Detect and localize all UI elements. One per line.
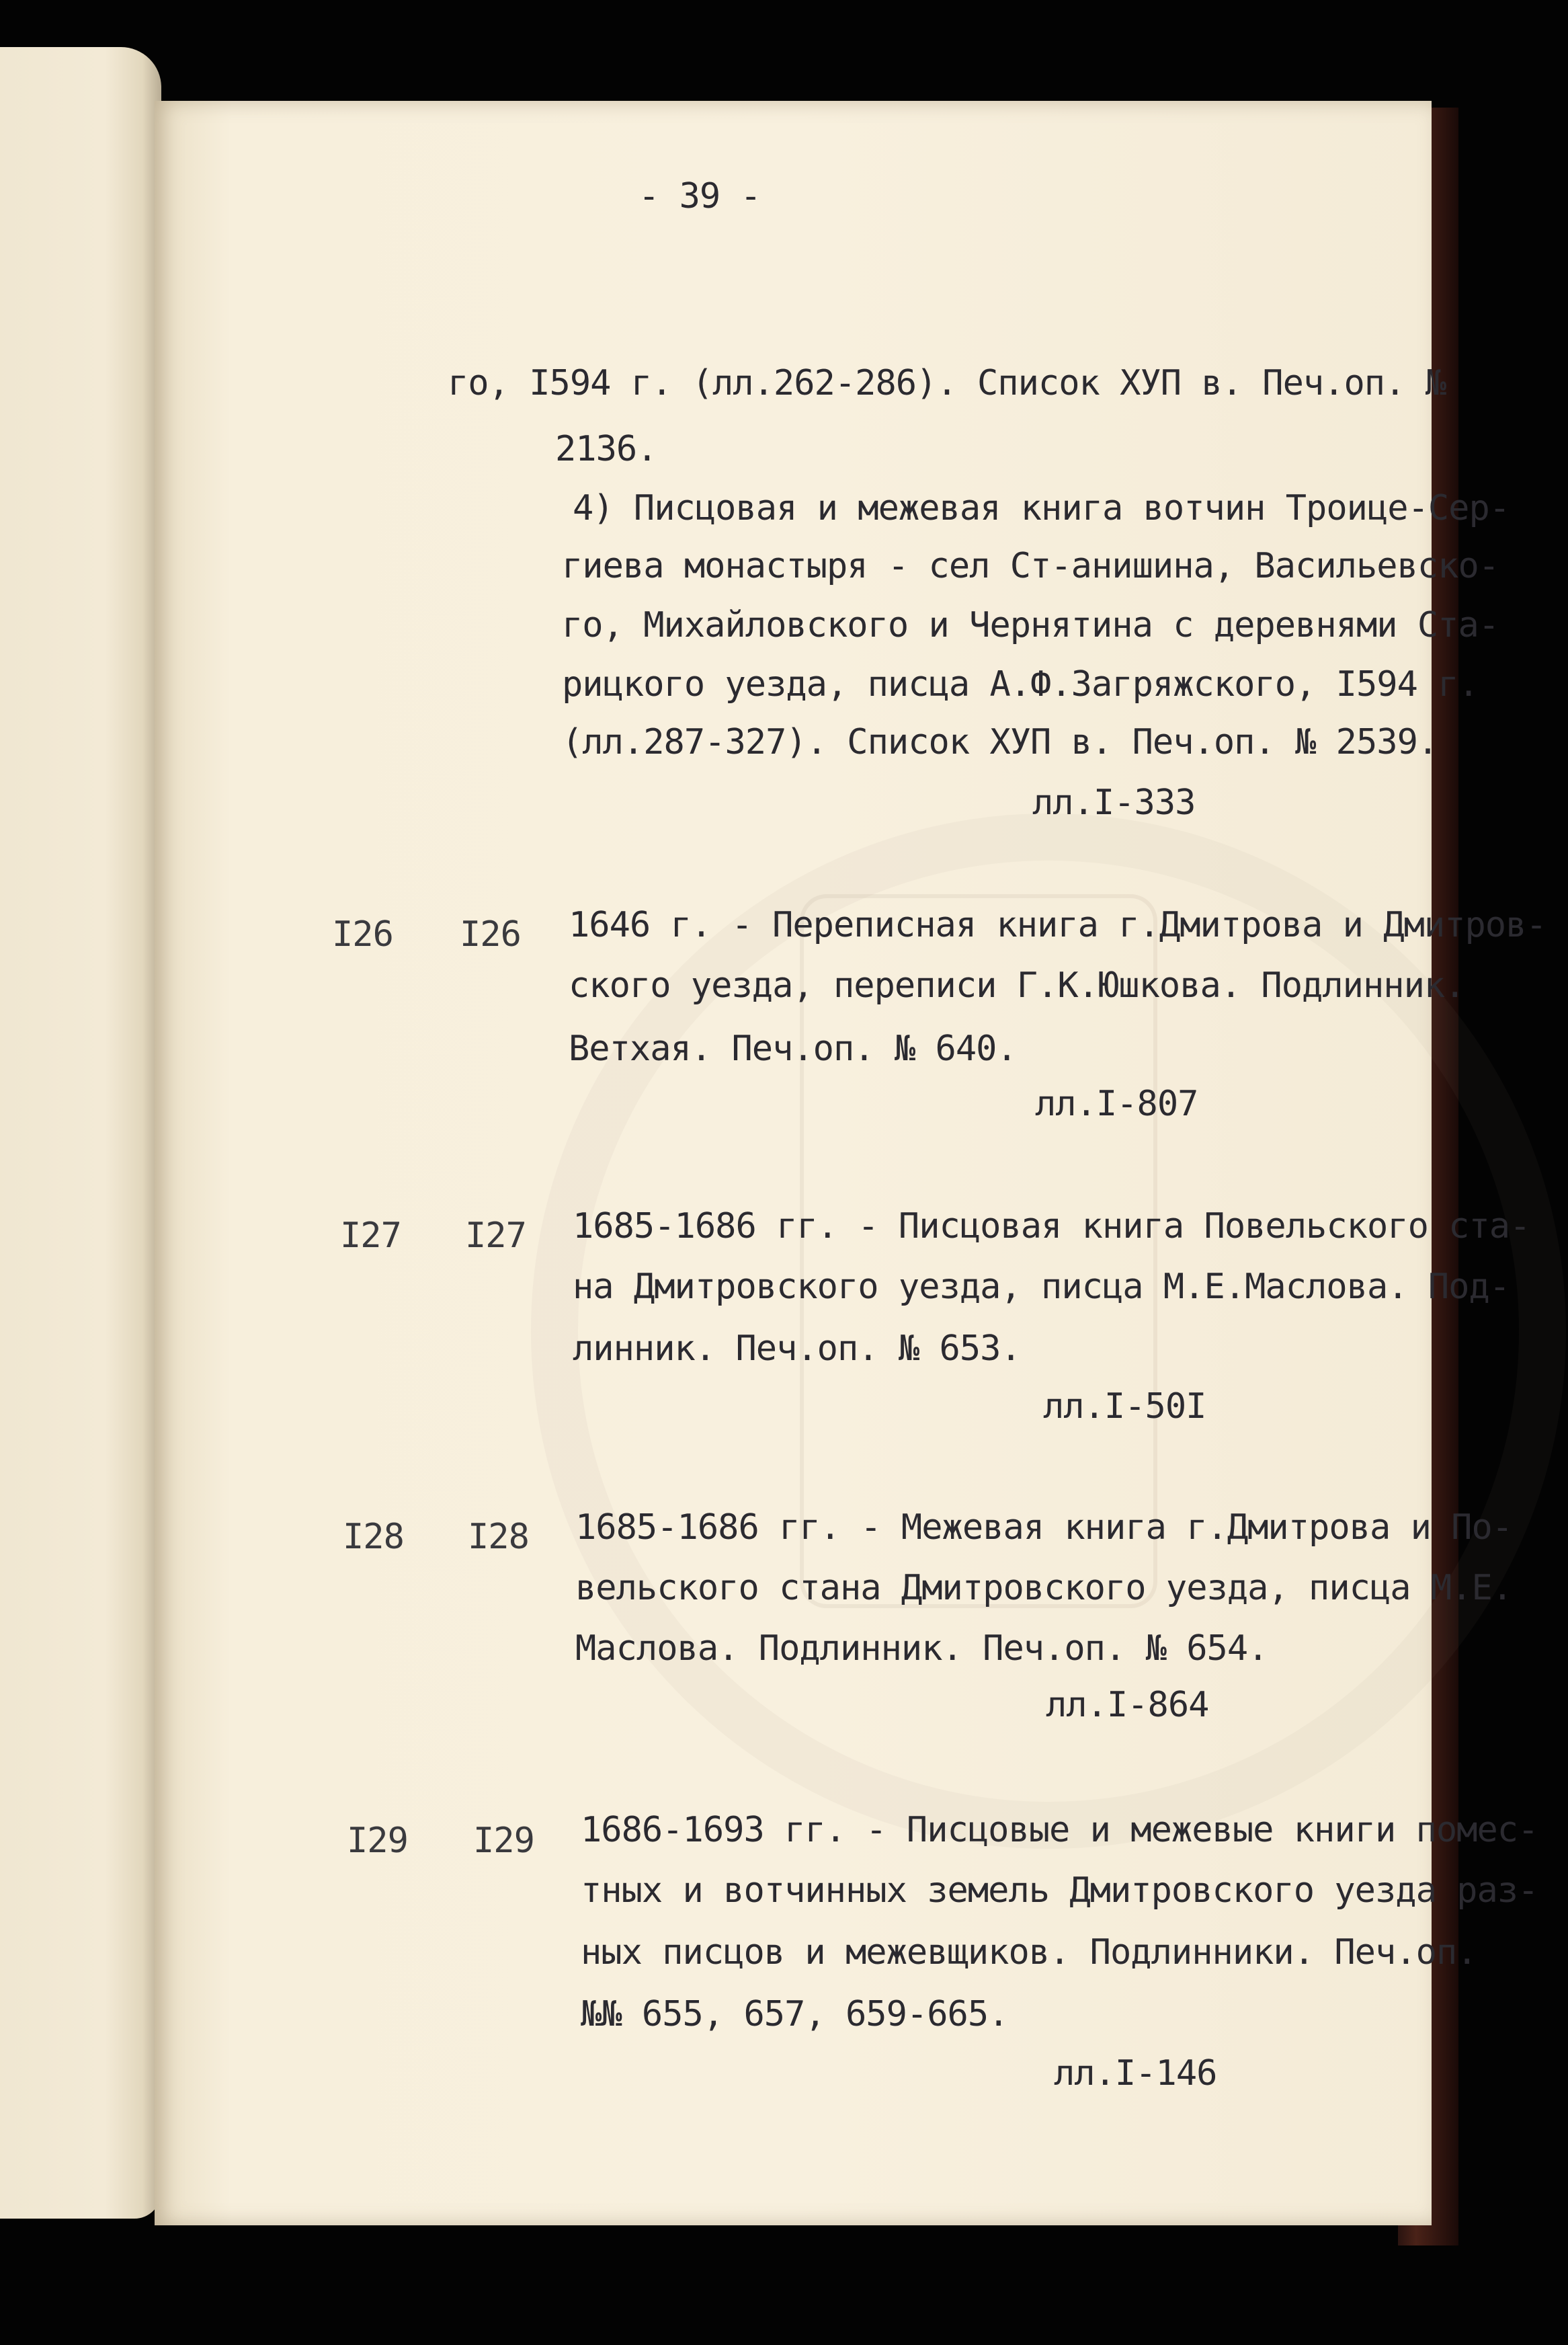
item-4-line: 4) Писцовая и межевая книга вотчин Троице-Сер-: [573, 488, 1510, 528]
item-4-line: рицкого уезда, писца А.Ф.Загряжского, I594 г.: [562, 664, 1479, 705]
item-4-line: (лл.287-327). Список ХУП в. Печ.оп. № 2539.: [562, 722, 1438, 762]
entry-number-a: I29: [347, 1821, 408, 1861]
entry-number-b: I27: [465, 1216, 526, 1256]
sheet-range: лл.I-333: [1032, 783, 1196, 823]
entry-number-a: I26: [332, 914, 393, 955]
entry-number-b: I28: [468, 1517, 529, 1557]
item-4-line: гиева монастыря - сел Ст-анишина, Васильевско-: [562, 546, 1499, 586]
entry-line: Маслова. Подлинник. Печ.оп. № 654.: [575, 1628, 1268, 1669]
entry-line: ных писцов и межевщиков. Подлинники. Печ.оп.: [581, 1932, 1477, 1973]
intro-line-2: 2136.: [555, 429, 657, 469]
entry-line: на Дмитровского уезда, писца М.Е.Маслова. Под-: [573, 1267, 1510, 1307]
left-page-edge: [0, 47, 161, 2219]
entry-line: линник. Печ.оп. № 653.: [573, 1328, 1021, 1369]
entry-line: вельского стана Дмитровского уезда, писца М.Е.: [575, 1568, 1513, 1608]
entry-number-a: I28: [343, 1517, 404, 1557]
entry-line: ского уезда, переписи Г.К.Юшкова. Подлинник.: [569, 965, 1465, 1006]
sheet-range: лл.I-864: [1046, 1685, 1209, 1725]
sheet-range: лл.I-146: [1054, 2053, 1217, 2094]
entry-number-a: I27: [340, 1216, 401, 1256]
intro-line-1: го, I594 г. (лл.262-286). Список ХУП в. Печ.оп. №: [448, 363, 1446, 403]
page-number: - 39 -: [638, 176, 761, 216]
sheet-range: лл.I-50I: [1043, 1386, 1206, 1427]
entry-line: тных и вотчинных земель Дмитровского уезда раз-: [581, 1870, 1538, 1911]
entry-number-b: I26: [460, 914, 521, 955]
item-4-line: го, Михайловского и Чернятина с деревнями Ста-: [562, 605, 1499, 645]
entry-line: 1686-1693 гг. - Писцовые и межевые книги помес-: [581, 1810, 1538, 1850]
entry-line: Ветхая. Печ.оп. № 640.: [569, 1029, 1017, 1069]
entry-line: 1646 г. - Переписная книга г.Дмитрова и Дмитров-: [569, 905, 1546, 945]
entry-line: 1685-1686 гг. - Межевая книга г.Дмитрова и По-: [575, 1507, 1513, 1548]
entry-line: №№ 655, 657, 659-665.: [581, 1994, 1009, 2034]
entry-line: 1685-1686 гг. - Писцовая книга Повельского ста-: [573, 1206, 1530, 1246]
sheet-range: лл.I-807: [1035, 1084, 1198, 1124]
entry-number-b: I29: [473, 1821, 534, 1861]
